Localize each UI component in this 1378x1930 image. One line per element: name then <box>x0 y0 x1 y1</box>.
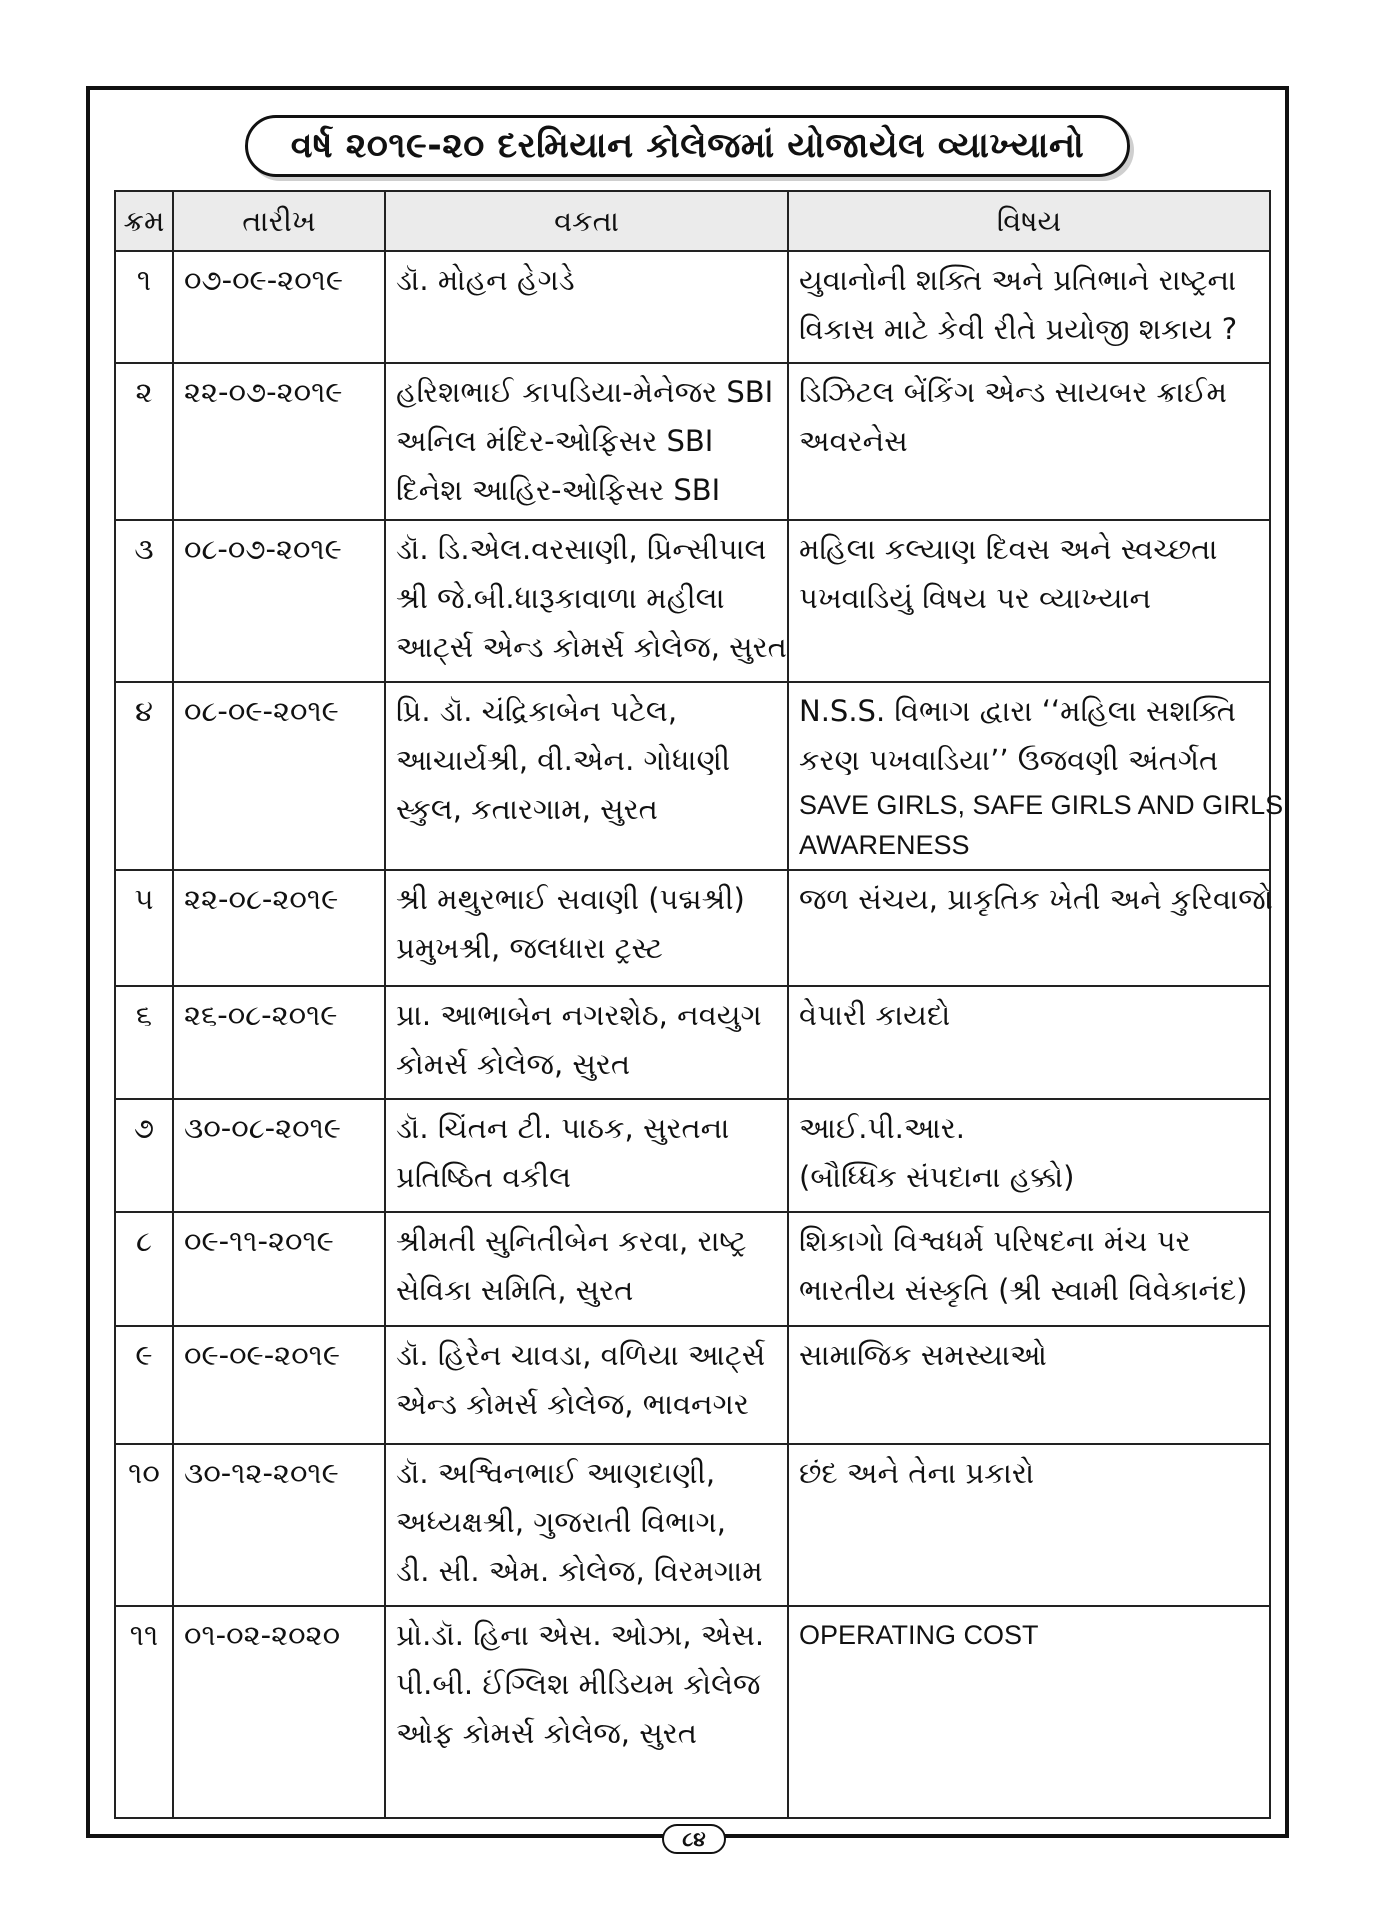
row-date: ૨૨-૦૮-૨૦૧૯ <box>173 870 385 986</box>
topic-line: શિકાગો વિશ્વધર્મ પરિષદના મંચ પર <box>799 1224 1191 1258</box>
row-number: ૪ <box>115 682 173 870</box>
row-topic <box>788 251 1270 363</box>
row-date: ૨૨-૦૭-૨૦૧૯ <box>173 363 385 520</box>
row-topic <box>788 1212 1270 1326</box>
topic-line: છંદ અને તેના પ્રકારો <box>799 1456 1035 1490</box>
topic-line: કરણ પખવાડિયા’’ ઉજવણી અંતર્ગત <box>799 743 1219 777</box>
speaker-line: ડૉ. હિરેન ચાવડા, વળિયા આર્ટ્સ <box>396 1338 766 1372</box>
speaker-line: પી.બી. ઈંગ્લિશ મીડિયમ કોલેજ <box>396 1667 761 1701</box>
speaker-line: પ્રતિષ્ઠિત વકીલ <box>396 1160 572 1194</box>
row-topic <box>788 1606 1270 1818</box>
row-speaker <box>385 363 788 520</box>
row-date: ૦૮-૦૯-૨૦૧૯ <box>173 682 385 870</box>
speaker-line: આચાર્યશ્રી, વી.એન. ગોધાણી <box>396 743 731 777</box>
header-serial: ક્રમ <box>115 191 173 251</box>
row-topic <box>788 986 1270 1099</box>
row-number: ૬ <box>115 986 173 1099</box>
table-row <box>115 870 1270 986</box>
table-row <box>115 1326 1270 1444</box>
table-row <box>115 251 1270 363</box>
table-header-row <box>115 191 1270 251</box>
row-speaker <box>385 520 788 682</box>
speaker-line: સ્કુલ, કતારગામ, સુરત <box>396 792 658 826</box>
row-number: ૨ <box>115 363 173 520</box>
topic-line: N.S.S. વિભાગ દ્વારા ‘‘મહિલા સશક્તિ <box>799 694 1236 728</box>
table-row <box>115 363 1270 520</box>
speaker-line: એન્ડ કોમર્સ કોલેજ, ભાવનગર <box>396 1387 749 1421</box>
topic-line: અવરનેસ <box>799 424 908 458</box>
topic-line-english: OPERATING COST <box>799 1620 1039 1650</box>
row-speaker <box>385 1099 788 1212</box>
row-speaker <box>385 870 788 986</box>
header-topic: વિષય <box>788 191 1270 251</box>
page-number: ૮૪ <box>662 1824 726 1854</box>
page-frame <box>86 86 1289 1838</box>
row-speaker <box>385 986 788 1099</box>
row-date: ૦૯-૧૧-૨૦૧૯ <box>173 1212 385 1326</box>
row-date: ૦૧-૦૨-૨૦૨૦ <box>173 1606 385 1818</box>
row-speaker <box>385 1444 788 1606</box>
speaker-line: કોમર્સ કોલેજ, સુરત <box>396 1047 631 1081</box>
topic-line-english: SAVE GIRLS, SAFE GIRLS AND GIRLS <box>799 790 1284 820</box>
row-speaker <box>385 1606 788 1818</box>
speaker-line: અનિલ મંદિર-ઓફિસર SBI <box>396 424 714 458</box>
speaker-line: ડી. સી. એમ. કોલેજ, વિરમગામ <box>396 1554 763 1588</box>
speaker-line: પ્રો.ડૉ. હિના એસ. ઓઝા, એસ. <box>396 1618 765 1652</box>
row-topic <box>788 520 1270 682</box>
speaker-line: ડૉ. ડિ.એલ.વરસાણી, પ્રિન્સીપાલ <box>396 532 767 566</box>
speaker-line: પ્રિ. ડૉ. ચંદ્રિકાબેન પટેલ, <box>396 694 678 728</box>
topic-line: સામાજિક સમસ્યાઓ <box>799 1338 1047 1372</box>
speaker-line: પ્રા. આભાબેન નગરશેઠ, નવયુગ <box>396 998 762 1032</box>
row-date: ૨૬-૦૮-૨૦૧૯ <box>173 986 385 1099</box>
speaker-line: શ્રી જે.બી.ધારૂકાવાળા મહીલા <box>396 581 725 615</box>
speaker-line: શ્રી મથુરભાઈ સવાણી (પદ્મશ્રી) <box>396 882 745 916</box>
row-number: ૧૧ <box>115 1606 173 1818</box>
row-topic <box>788 1326 1270 1444</box>
row-date: ૦૯-૦૯-૨૦૧૯ <box>173 1326 385 1444</box>
row-number: ૧ <box>115 251 173 363</box>
table-row <box>115 1099 1270 1212</box>
topic-line: પખવાડિયું વિષય પર વ્યાખ્યાન <box>799 581 1152 615</box>
header-speaker: વકતા <box>385 191 788 251</box>
row-number: ૯ <box>115 1326 173 1444</box>
speaker-line: અધ્યક્ષશ્રી, ગુજરાતી વિભાગ, <box>396 1505 727 1539</box>
speaker-line: સેવિકા સમિતિ, સુરત <box>396 1273 634 1307</box>
page-title: વર્ષ ૨૦૧૯-૨૦ દરમિયાન કોલેજમાં યોજાયેલ વ્યાખ્યાનો <box>245 115 1130 177</box>
topic-line: મહિલા કલ્યાણ દિવસ અને સ્વચ્છતા <box>799 532 1218 566</box>
topic-line: આઈ.પી.આર. <box>799 1111 965 1145</box>
speaker-line: હરિશભાઈ કાપડિયા-મેનેજર SBI <box>396 375 774 409</box>
row-speaker <box>385 251 788 363</box>
row-date: ૩૦-૦૮-૨૦૧૯ <box>173 1099 385 1212</box>
row-speaker <box>385 682 788 870</box>
row-number: ૫ <box>115 870 173 986</box>
table-row <box>115 1212 1270 1326</box>
row-number: ૮ <box>115 1212 173 1326</box>
row-topic <box>788 1099 1270 1212</box>
topic-line: વિકાસ માટે કેવી રીતે પ્રયોજી શકાય ? <box>799 312 1238 346</box>
speaker-line: ઓફ કોમર્સ કોલેજ, સુરત <box>396 1716 697 1750</box>
topic-line: ભારતીય સંસ્કૃતિ (શ્રી સ્વામી વિવેકાનંદ) <box>799 1273 1248 1307</box>
topic-line-english: AWARENESS <box>799 830 970 860</box>
table-row <box>115 986 1270 1099</box>
speaker-line: ડૉ. મોહન હેગડે <box>396 263 575 297</box>
row-speaker <box>385 1326 788 1444</box>
header-date: તારીખ <box>173 191 385 251</box>
row-date: ૦૮-૦૭-૨૦૧૯ <box>173 520 385 682</box>
table-row <box>115 1444 1270 1606</box>
speaker-line: આર્ટ્સ એન્ડ કોમર્સ કોલેજ, સુરત <box>396 630 787 664</box>
speaker-line: ડૉ. ચિંતન ટી. પાઠક, સુરતના <box>396 1111 730 1145</box>
lectures-table <box>114 190 1284 1819</box>
row-speaker <box>385 1212 788 1326</box>
row-topic <box>788 682 1284 870</box>
speaker-line: ડૉ. અશ્વિનભાઈ આણદાણી, <box>396 1456 716 1490</box>
row-date: ૩૦-૧૨-૨૦૧૯ <box>173 1444 385 1606</box>
topic-line: વેપારી કાયદો <box>799 998 951 1032</box>
speaker-line: પ્રમુખશ્રી, જલધારા ટ્રસ્ટ <box>396 931 663 965</box>
row-date: ૦૭-૦૯-૨૦૧૯ <box>173 251 385 363</box>
topic-line: જળ સંચય, પ્રાકૃતિક ખેતી અને કુરિવાજો <box>799 882 1273 916</box>
table-row <box>115 520 1270 682</box>
table-row <box>115 682 1270 870</box>
topic-line: ડિઝિટલ બેંકિંગ એન્ડ સાયબર ક્રાઈમ <box>799 375 1227 409</box>
row-number: ૩ <box>115 520 173 682</box>
row-topic <box>788 870 1273 986</box>
speaker-line: દિનેશ આહિર-ઓફિસર SBI <box>396 473 721 507</box>
topic-line: (બૌધ્ધિક સંપદાના હક્કો) <box>799 1160 1075 1194</box>
speaker-line: શ્રીમતી સુનિતીબેન કરવા, રાષ્ટ્ર <box>396 1224 747 1258</box>
row-topic <box>788 1444 1270 1606</box>
table-row <box>115 1606 1270 1818</box>
row-number: ૭ <box>115 1099 173 1212</box>
row-number: ૧૦ <box>115 1444 173 1606</box>
topic-line: યુવાનોની શક્તિ અને પ્રતિભાને રાષ્ટ્રના <box>799 263 1237 297</box>
row-topic <box>788 363 1270 520</box>
